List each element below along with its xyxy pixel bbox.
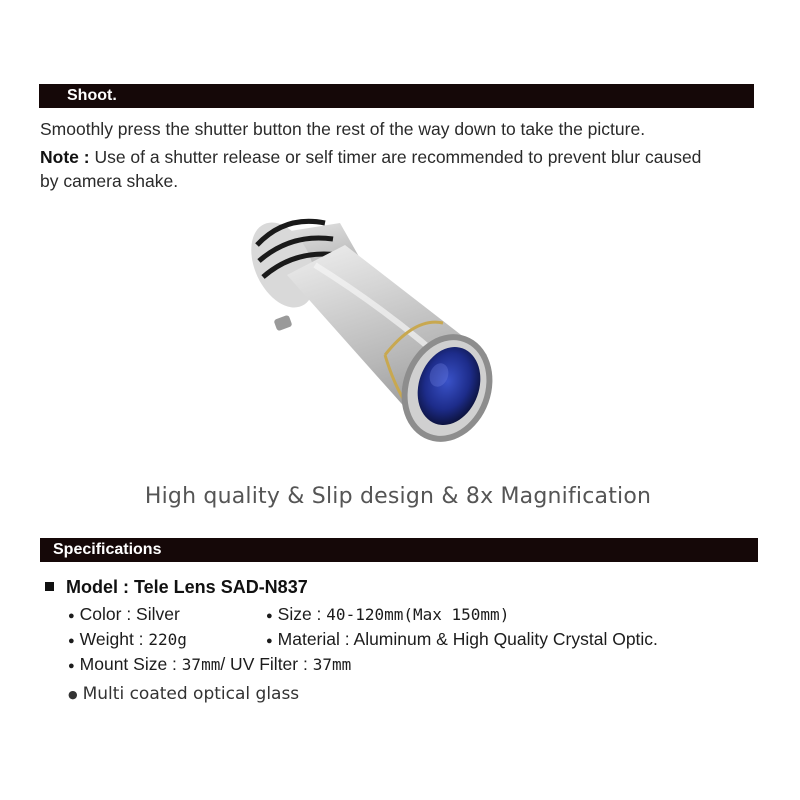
weight-value: 220g — [148, 630, 187, 649]
specifications-heading: Specifications — [53, 541, 162, 558]
model-spec — [45, 575, 308, 599]
size-spec — [266, 602, 509, 628]
mount-size-spec — [68, 652, 351, 678]
multi-coated-label: Multi coated optical glass — [82, 684, 300, 704]
color-label: Color : Silver — [79, 604, 180, 624]
note-text: Use of a shutter release or self timer are recommended to prevent blur caused — [89, 147, 702, 167]
product-image — [225, 205, 515, 450]
product-tagline: High quality & Slip design & 8x Magnification — [144, 484, 652, 509]
note-label: Note : — [40, 147, 90, 167]
shoot-section-header — [39, 84, 754, 108]
color-spec — [68, 602, 180, 628]
shoot-heading: Shoot. — [67, 87, 117, 104]
model-label: Model : Tele Lens — [66, 577, 221, 597]
bullet-icon: ● — [266, 635, 273, 647]
square-bullet-icon — [45, 582, 54, 591]
material-spec — [266, 627, 658, 653]
specifications-section-header — [40, 538, 758, 562]
weight-spec — [68, 627, 187, 653]
silver-telephoto-lens-icon — [225, 205, 515, 450]
bullet-icon: ● — [68, 688, 78, 701]
note-text-continued: by camera shake. — [40, 171, 179, 191]
shutter-instruction: Smoothly press the shutter button the rest of the way down to take the picture. — [40, 119, 646, 139]
bullet-icon: ● — [68, 610, 75, 622]
mount-value: 37mm — [181, 655, 221, 674]
mount-label: Mount Size : — [79, 654, 182, 674]
uv-filter-value: 37mm — [312, 655, 352, 674]
size-label: Size : — [277, 604, 327, 624]
model-value: SAD-N837 — [220, 577, 308, 597]
bullet-icon: ● — [266, 610, 273, 622]
multi-coated-spec — [68, 682, 299, 707]
bullet-icon: ● — [68, 635, 75, 647]
bullet-icon: ● — [68, 660, 75, 672]
weight-label: Weight : — [79, 629, 149, 649]
size-value: 40-120mm(Max 150mm) — [326, 605, 510, 624]
note-line — [40, 145, 760, 169]
uv-filter-label: / UV Filter : — [220, 654, 313, 674]
material-label: Material : Aluminum & High Quality Crystal Optic. — [277, 629, 658, 649]
